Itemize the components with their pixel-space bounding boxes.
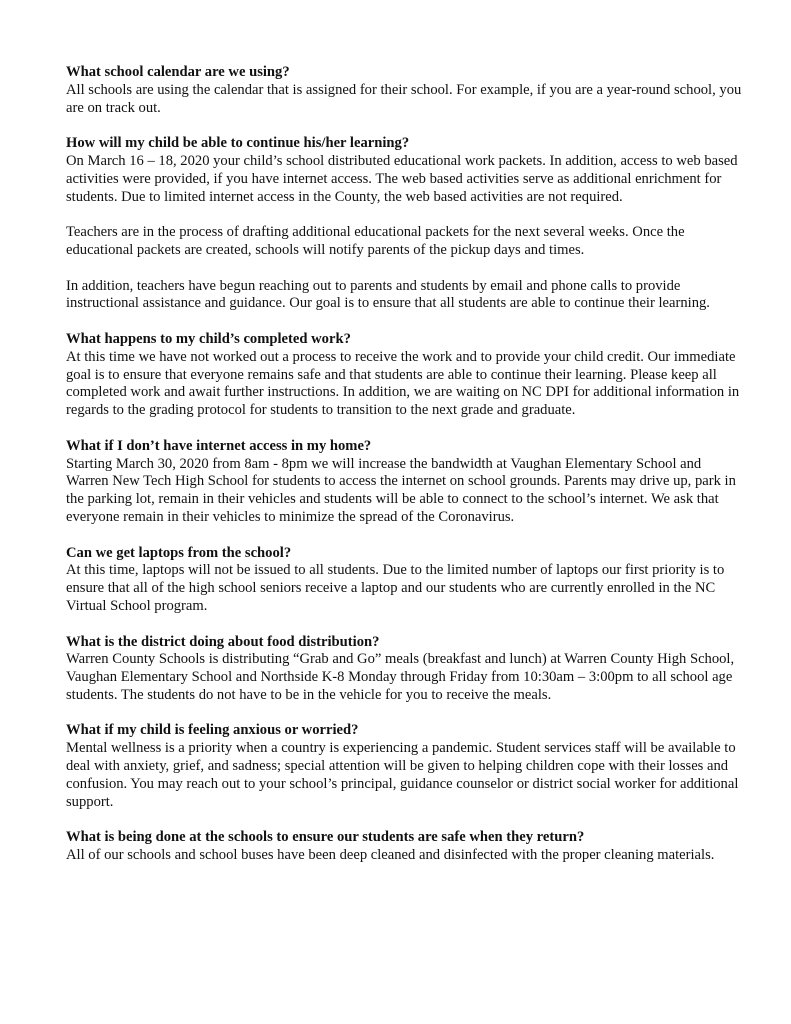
faq-section-laptops: [66, 545, 746, 616]
faq-question: Can we get laptops from the school?: [66, 544, 292, 561]
faq-answer-paragraph: Mental wellness is a priority when a country is experiencing a pandemic. Student services staff will be available to deal with anxiety, grief, and sadness; special attention will be given to helping children cope with their losses and confusion. You may reach out to your school’s principal, guidance counselor or district social worker for additional support.: [66, 740, 739, 810]
faq-question: What if my child is feeling anxious or worried?: [66, 722, 359, 739]
faq-question: What school calendar are we using?: [66, 64, 290, 80]
faq-answer-paragraph: Teachers are in the process of drafting additional educational packets for the next several weeks. Once the educational packets are created, schools will notify parents of the pickup days and times.: [66, 224, 685, 258]
faq-question: What happens to my child’s completed work?: [66, 330, 351, 347]
faq-section-calendar: [66, 64, 746, 117]
faq-answer-paragraph: Warren County Schools is distributing “Grab and Go” meals (breakfast and lunch) at Warren County High School, Vaughan Elementary School and Northside K-8 Monday through Friday from 10:30am – 3:00pm to all school age students. The students do not have to be in the vehicle for you to receive the meals.: [66, 651, 735, 703]
faq-section-internet-access: [66, 438, 746, 527]
faq-answer-paragraph: At this time we have not worked out a process to receive the work and to provide your child credit. Our immediate goal is to ensure that everyone remains safe and that students are able to continue their learning. Please keep all completed work and await further instructions. In addition, we are waiting on NC DPI for additional information in regards to the grading protocol for students to transition to the next grade and graduate.: [66, 348, 740, 419]
faq-section-mental-wellness: [66, 722, 746, 811]
faq-answer-paragraph: All schools are using the calendar that is assigned for their school. For example, if you are a year-round school, you are on track out.: [66, 81, 742, 116]
faq-question: What if I don’t have internet access in my home?: [66, 437, 372, 454]
faq-answer-paragraph: On March 16 – 18, 2020 your child’s school distributed educational work packets. In addition, access to web based activities were provided, if you have internet access. The web based activities serve as additional enrichment for students. Due to limited internet access in the County, the web based activities are not required.: [66, 152, 738, 205]
faq-answer-paragraph: At this time, laptops will not be issued to all students. Due to the limited number of laptops our first priority is to ensure that all of the high school seniors receive a laptop and our students who are currently enrolled in the NC Virtual School program.: [66, 562, 725, 614]
faq-document: [66, 64, 746, 883]
faq-section-school-safety: [66, 829, 746, 865]
faq-question: What is the district doing about food distribution?: [66, 633, 380, 650]
faq-section-completed-work: [66, 331, 746, 420]
faq-answer-paragraph: Starting March 30, 2020 from 8am - 8pm we will increase the bandwidth at Vaughan Elementary School and Warren New Tech High School for students to access the internet on school grounds. Parents may drive up, park in the parking lot, remain in their vehicles and students will be able to connect to the school’s internet. We ask that everyone remain in their vehicles to minimize the spread of the Coronavirus.: [66, 455, 736, 525]
faq-answer-paragraph: All of our schools and school buses have been deep cleaned and disinfected with the proper cleaning materials.: [66, 847, 715, 864]
faq-question: How will my child be able to continue his/her learning?: [66, 135, 410, 152]
faq-section-food-distribution: [66, 634, 746, 705]
faq-answer-paragraph: In addition, teachers have begun reaching out to parents and students by email and phone calls to provide instructional assistance and guidance. Our goal is to ensure that all students are able to continue their learning.: [66, 277, 710, 312]
faq-section-learning: [66, 135, 746, 313]
faq-question: What is being done at the schools to ensure our students are safe when they return?: [66, 829, 585, 846]
